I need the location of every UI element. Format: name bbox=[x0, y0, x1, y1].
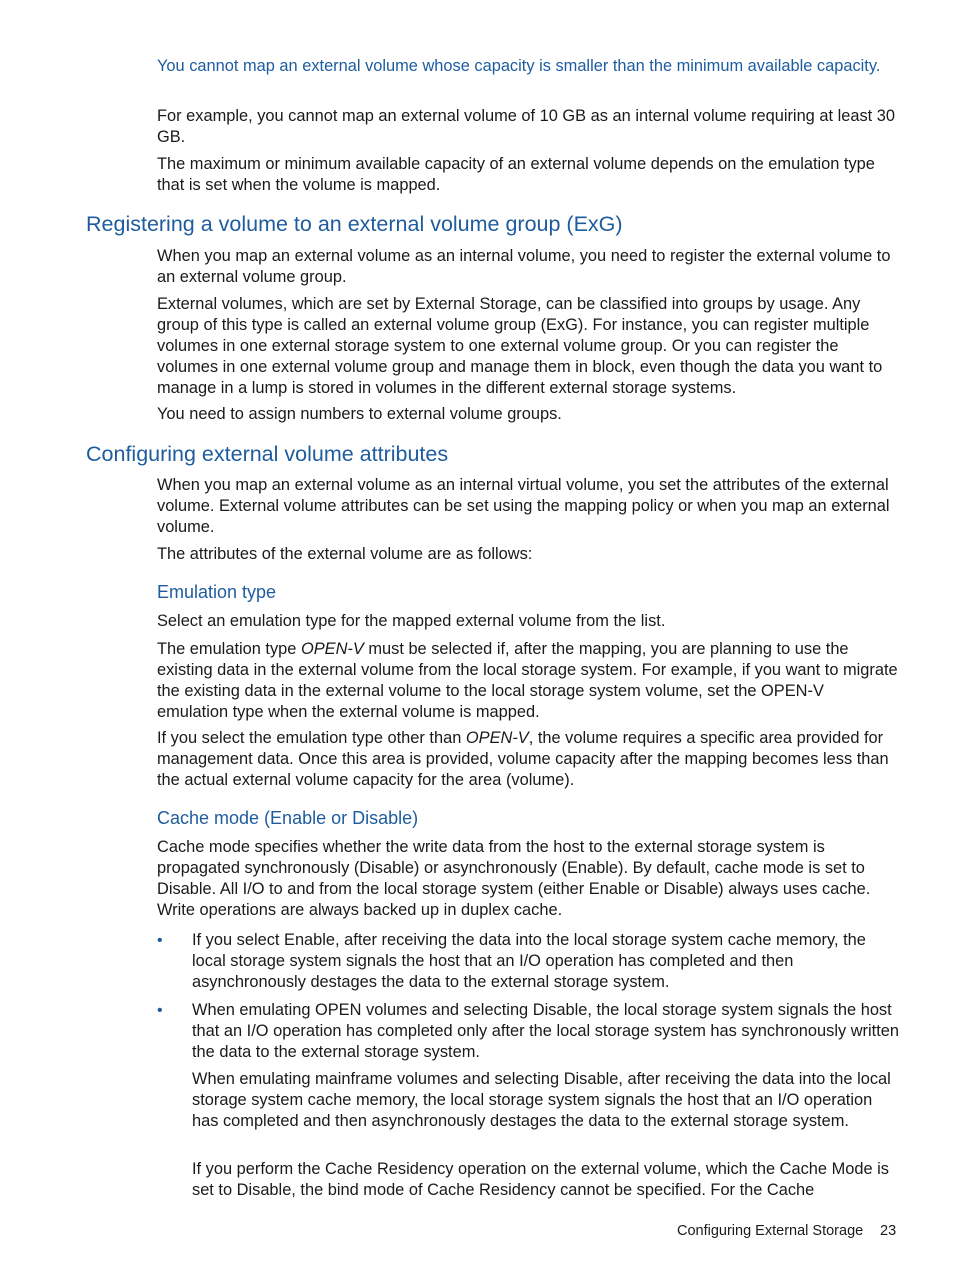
cache-paragraph-1: Cache mode specifies whether the write data from the host to the external storage system is propagated synchronously (Disable) or asynchronously (Enable). By default, cache mode is set to Disable. All I/O to and from the local storage system (either Enable or Disable) always uses cache. Write operations are always backed up in duplex cache. bbox=[157, 838, 871, 919]
cache-bullet-enable: If you select Enable, after receiving the data into the local storage system cache memory, the local storage system signals the host that an I/O operation has completed and then asynchronously destages the data to the external storage system. bbox=[192, 931, 866, 991]
attributes-paragraph-1: When you map an external volume as an internal virtual volume, you set the attributes of the external volume. External volume attributes can be set using the mapping policy or when you map an external volume. bbox=[157, 476, 890, 536]
footer-page-number: 23 bbox=[880, 1223, 897, 1239]
emulation-open-v: OPEN-V bbox=[300, 640, 364, 658]
heading-cache-mode: Cache mode (Enable or Disable) bbox=[157, 808, 419, 828]
heading-register-exg: Registering a volume to an external volume group (ExG) bbox=[86, 212, 623, 236]
cache-bullet-disable: When emulating OPEN volumes and selecting Disable, the local storage system signals the host that an I/O operation has completed only after the local storage system has synchronously written the data to the external storage system. bbox=[192, 1001, 899, 1061]
bullet-icon: • bbox=[157, 932, 163, 949]
list-item bbox=[157, 1000, 899, 1063]
exg-paragraph-2: External volumes, which are set by External Storage, can be classified into groups by usage. Any group of this type is called an external volume group (ExG). For instance, you can register multiple volumes in one external storage system to one external volume group. Or you can register the volumes in one external volume group and manage them in block, even though the data you want to manage in a lump is stored in volumes in the different external storage systems. bbox=[157, 295, 883, 397]
emulation-paragraph-3: If you select the emulation type other than OPEN-V, the volume requires a specific area provided for management data. Once this area is provided, volume capacity after the mapping becomes less than the actual external volume capacity for the area (volume). bbox=[157, 729, 889, 789]
capacity-emulation-note: The maximum or minimum available capacity of an external volume depends on the emulation type that is set when the volume is mapped. bbox=[157, 155, 875, 194]
footer-section-title: Configuring External Storage bbox=[677, 1223, 864, 1239]
attributes-paragraph-2: The attributes of the external volume are as follows: bbox=[157, 545, 533, 563]
emulation-paragraph-2: The emulation type OPEN-V must be selected if, after the mapping, you are planning to use the existing data in the external volume from the local storage system. For example, if you want to migrate the existing data in the external volume to the local storage system volume, set the OPEN-V emulation type when the external volume is mapped. bbox=[157, 640, 898, 721]
emulation-open-v-2: OPEN-V bbox=[465, 729, 529, 747]
heading-emulation-type: Emulation type bbox=[157, 582, 277, 602]
bullet-icon: • bbox=[157, 1002, 163, 1019]
emulation-paragraph-1: Select an emulation type for the mapped external volume from the list. bbox=[157, 612, 666, 630]
cache-residency-paragraph: If you perform the Cache Residency operation on the external volume, which the Cache Mode is set to Disable, the bind mode of Cache Residency cannot be specified. For the Cache bbox=[192, 1160, 889, 1199]
cache-mainframe-paragraph: When emulating mainframe volumes and selecting Disable, after receiving the data into the local storage system cache memory, the local storage system signals the host that an I/O operation has completed and then asynchronously destages the data to the external storage system. bbox=[192, 1070, 891, 1130]
capacity-note: You cannot map an external volume whose capacity is smaller than the minimum available capacity. bbox=[157, 57, 881, 75]
heading-configure-attributes: Configuring external volume attributes bbox=[86, 442, 449, 466]
exg-paragraph-1: When you map an external volume as an internal volume, you need to register the external volume to an external volume group. bbox=[157, 247, 891, 286]
list-item bbox=[157, 930, 899, 993]
capacity-example: For example, you cannot map an external volume of 10 GB as an internal volume requiring at least 30 GB. bbox=[157, 107, 895, 146]
exg-paragraph-3: You need to assign numbers to external volume groups. bbox=[157, 405, 562, 423]
